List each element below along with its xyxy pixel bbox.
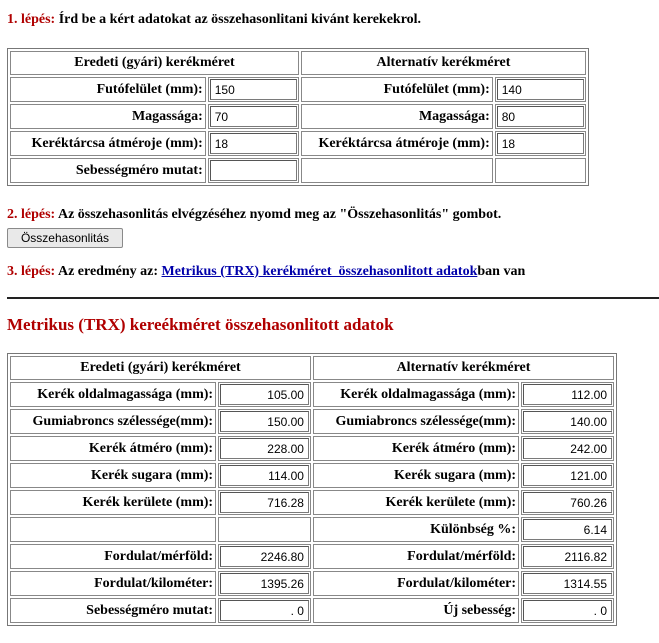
label-sidewall-alt: Kerék oldalmagassága (mm):: [313, 382, 519, 407]
radius-alt-output[interactable]: 121.00: [523, 465, 612, 486]
step1-label: 1. lépés:: [7, 12, 56, 27]
step2-line: [7, 207, 501, 223]
rim-original-input[interactable]: 18: [210, 133, 297, 154]
results-header-original: Eredeti (gyári) kerékméret: [10, 356, 311, 380]
label-height-original: Magassága:: [10, 104, 206, 129]
label-rev-km-original: Fordulat/kilométer:: [10, 571, 216, 596]
label-speedo-original: Sebességméro mutat:: [10, 158, 206, 183]
circumference-original-output[interactable]: 716.28: [220, 492, 309, 513]
speedo-result-output[interactable]: . 0: [220, 600, 309, 621]
label-rim-alt: Keréktárcsa átméroje (mm):: [301, 131, 493, 156]
circumference-alt-output[interactable]: 760.26: [523, 492, 612, 513]
label-radius-original: Kerék sugara (mm):: [10, 463, 216, 488]
label-sidewall-original: Kerék oldalmagassága (mm):: [10, 382, 216, 407]
results-link[interactable]: Metrikus (TRX) kerékméret összehasonlitott adatok: [161, 264, 478, 279]
label-new-speed: Új sebesség:: [313, 598, 519, 623]
input-header-alt: Alternatív kerékméret: [301, 51, 586, 75]
step2-text: Az összehasonlitás elvégzéséhez nyomd meg az "Összehasonlitás" gombot.: [57, 207, 502, 222]
label-tread-alt: Futófelület (mm):: [301, 77, 493, 102]
step1-line: [7, 12, 421, 28]
step3-label: 3. lépés:: [7, 264, 56, 279]
height-alt-input[interactable]: 80: [497, 106, 584, 127]
width-alt-output[interactable]: 140.00: [523, 411, 612, 432]
results-title: Metrikus (TRX) kereékméret összehasonlitott adatok: [7, 315, 394, 334]
rev-mile-alt-output[interactable]: 2116.82: [523, 546, 612, 567]
label-width-alt: Gumiabroncs szélessége(mm):: [313, 409, 519, 434]
results-table: [7, 353, 617, 626]
step2-label: 2. lépés:: [7, 207, 56, 222]
results-header-alt: Alternatív kerékméret: [313, 356, 614, 380]
diameter-original-output[interactable]: 228.00: [220, 438, 309, 459]
empty-cell: [10, 517, 216, 542]
diameter-alt-output[interactable]: 242.00: [523, 438, 612, 459]
label-diameter-original: Kerék átméro (mm):: [10, 436, 216, 461]
label-diameter-alt: Kerék átméro (mm):: [313, 436, 519, 461]
step3-suffix: ban van: [477, 264, 526, 279]
label-tread-original: Futófelület (mm):: [10, 77, 206, 102]
sidewall-alt-output[interactable]: 112.00: [523, 384, 612, 405]
label-difference: Különbség %:: [313, 517, 519, 542]
label-rev-mile-original: Fordulat/mérföld:: [10, 544, 216, 569]
empty-cell: [495, 158, 586, 183]
input-table: [7, 48, 589, 186]
label-speedo-result: Sebességméro mutat:: [10, 598, 216, 623]
speedo-original-input[interactable]: [210, 160, 297, 181]
sidewall-original-output[interactable]: 105.00: [220, 384, 309, 405]
rev-mile-original-output[interactable]: 2246.80: [220, 546, 309, 567]
new-speed-output[interactable]: . 0: [523, 600, 612, 621]
label-rim-original: Keréktárcsa átméroje (mm):: [10, 131, 206, 156]
tread-original-input[interactable]: 150: [210, 79, 297, 100]
compare-button[interactable]: Összehasonlitás: [7, 228, 123, 248]
divider: [7, 297, 659, 299]
input-header-original: Eredeti (gyári) kerékméret: [10, 51, 299, 75]
label-radius-alt: Kerék sugara (mm):: [313, 463, 519, 488]
empty-cell: [218, 517, 311, 542]
tread-alt-input[interactable]: 140: [497, 79, 584, 100]
rev-km-alt-output[interactable]: 1314.55: [523, 573, 612, 594]
label-width-original: Gumiabroncs szélessége(mm):: [10, 409, 216, 434]
empty-cell: [301, 158, 493, 183]
width-original-output[interactable]: 150.00: [220, 411, 309, 432]
radius-original-output[interactable]: 114.00: [220, 465, 309, 486]
step1-text: Írd be a kért adatokat az összehasonlitani kivánt kerekekrol.: [58, 12, 422, 27]
height-original-input[interactable]: 70: [210, 106, 297, 127]
rev-km-original-output[interactable]: 1395.26: [220, 573, 309, 594]
label-circumference-alt: Kerék kerülete (mm):: [313, 490, 519, 515]
step3-text: Az eredmény az:: [57, 264, 158, 279]
label-circumference-original: Kerék kerülete (mm):: [10, 490, 216, 515]
label-rev-mile-alt: Fordulat/mérföld:: [313, 544, 519, 569]
difference-output[interactable]: 6.14: [523, 519, 612, 540]
label-height-alt: Magassága:: [301, 104, 493, 129]
rim-alt-input[interactable]: 18: [497, 133, 584, 154]
step3-line: [7, 264, 525, 280]
label-rev-km-alt: Fordulat/kilométer:: [313, 571, 519, 596]
